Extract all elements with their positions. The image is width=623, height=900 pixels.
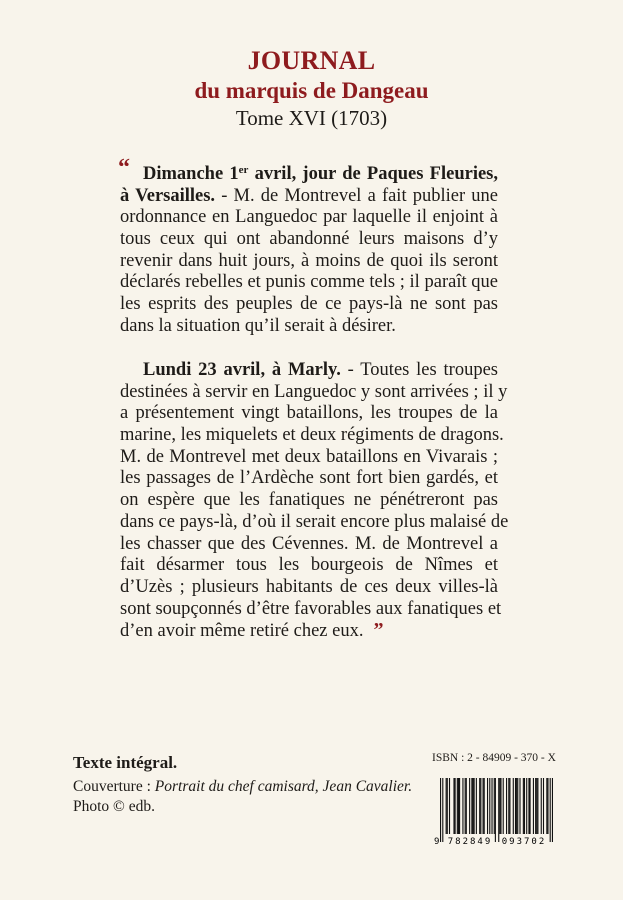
text-line [120, 468, 498, 490]
text-line [120, 620, 498, 642]
barcode-bar [491, 778, 492, 834]
barcode-bar [449, 778, 450, 834]
barcode-bar [446, 778, 447, 834]
barcode-bar [472, 778, 473, 834]
line-text: dans ce pays-là, d’où il serait encore plus malaisé de [120, 511, 509, 532]
cover-title: Portrait du chef camisard, Jean Cavalier. [154, 778, 413, 795]
barcode-bar [471, 778, 472, 834]
barcode-bar [546, 778, 547, 834]
line-text: les chasser que des Cévennes. M. de Montrevel a [120, 533, 498, 554]
barcode-bar [483, 778, 484, 834]
barcode-bar [469, 778, 470, 834]
line-text: d’Uzès ; plusieurs habitants de ces deux villes-là [120, 576, 498, 597]
barcode-bar [440, 778, 441, 842]
barcode-bar [541, 778, 542, 834]
barcode-bar [442, 778, 443, 842]
open-quote-mark: “ [118, 155, 130, 181]
close-quote-mark: ” [373, 619, 384, 642]
text-line [120, 425, 504, 447]
barcode-bar [465, 778, 466, 834]
barcode-bar [543, 778, 544, 834]
entry-heading: à Versailles. [120, 185, 216, 206]
barcode-bar [499, 778, 500, 834]
text-line [120, 316, 498, 338]
barcode-bar [498, 778, 499, 842]
text-line [120, 381, 508, 404]
barcode-bar [495, 778, 496, 842]
volume-label: Tome XVI (1703) [235, 106, 388, 130]
line-text: - M. de Montrevel a fait publier une [215, 185, 499, 206]
barcode-bar [457, 778, 458, 834]
barcode-bar [500, 778, 501, 834]
text-line [120, 555, 498, 577]
barcode-bar [503, 778, 504, 834]
barcode-bar [509, 778, 510, 834]
barcode-bar [552, 778, 553, 842]
text-line [120, 164, 498, 186]
barcode-bar [459, 778, 460, 834]
barcode-bar [447, 778, 448, 834]
barcode-bar [517, 778, 518, 834]
barcode-bar [524, 778, 525, 834]
photo-credit: Photo © edb. [73, 798, 155, 815]
line-text: ordonnance en Languedoc par laquelle il enjoint à [120, 207, 498, 228]
line-text: tous ceux qui ont abandonné leurs maisons d’y [120, 229, 498, 250]
line-text: dans la situation qu’il serait à désirer. [120, 315, 396, 336]
excerpt-paragraph-1 [118, 155, 499, 338]
entry-heading: er [238, 164, 249, 176]
barcode-bar [528, 778, 529, 834]
barcode-bar [523, 778, 524, 834]
barcode-bar [466, 778, 467, 834]
line-text: destinées à servir en Languedoc y sont arrivées ; il y [120, 381, 508, 402]
line-text: a présentement vingt bataillons, les troupes de la [120, 403, 498, 424]
line-text: les passages de l’Ardèche sont fort bien gardés, et [120, 468, 498, 489]
barcode-bar [474, 778, 475, 834]
barcode-bar [550, 778, 551, 842]
barcode-bar [494, 778, 495, 834]
text-line [120, 403, 498, 425]
barcode-bar [533, 778, 534, 834]
barcode-bar [453, 778, 454, 834]
barcode-bar [515, 778, 516, 834]
barcode [432, 774, 558, 846]
text-line [120, 229, 498, 251]
barcode-bar [519, 778, 520, 834]
barcode-bar [479, 778, 480, 834]
text-line [120, 360, 498, 382]
barcode-bar [462, 778, 463, 834]
barcode-bar [506, 778, 507, 834]
text-line [120, 447, 498, 469]
text-line [120, 207, 498, 229]
barcode-bar [547, 778, 548, 834]
barcode-bar [455, 778, 456, 834]
barcode-bar [536, 778, 537, 834]
line-text: - Toutes les troupes [340, 360, 498, 380]
barcode-bar [516, 778, 517, 834]
text-line [120, 598, 502, 621]
barcode-bar [537, 778, 538, 834]
text-line [120, 577, 498, 599]
line-text: revenir dans huit jours, à moins de quoi ils seront [120, 250, 498, 271]
text-line [120, 534, 498, 556]
barcode-bar [489, 778, 490, 834]
line-text: on espère que les fanatiques ne pénétreront pas [120, 490, 498, 511]
line-text: marine, les miquelets et deux régiments de dragons. [120, 425, 504, 446]
line-text: d’en avoir même retiré chez eux. [120, 621, 364, 642]
barcode-digits: 093702 [501, 837, 547, 846]
line-text: sont soupçonnés d’être favorables aux fanatiques et [120, 598, 502, 619]
barcode-bar [526, 778, 527, 834]
text-line [120, 251, 498, 273]
line-text: M. de Montrevel met deux bataillons en Vivarais ; [120, 446, 498, 467]
book-title: JOURNAL [247, 46, 376, 75]
line-text: déclarés rebelles et punis comme tels ; il paraît que [120, 272, 498, 293]
barcode-bar [484, 778, 485, 834]
entry-heading: Lundi 23 avril, à Marly. [143, 360, 341, 380]
barcode-bar [487, 778, 488, 834]
line-text: fait désarmer tous les bourgeois de Nîmes et [120, 555, 498, 576]
text-line [120, 294, 498, 316]
barcode-bar [513, 778, 514, 834]
text-line [120, 490, 498, 512]
barcode-bar [480, 778, 481, 834]
line-text: les esprits des peuples de ce pays-là ne sont pas [120, 294, 498, 315]
cover-credit [73, 777, 412, 817]
barcode-bar [458, 778, 459, 834]
barcode-bar [535, 778, 536, 834]
book-subtitle: du marquis de Dangeau [194, 78, 429, 103]
full-text-note: Texte intégral. [73, 753, 178, 772]
isbn: ISBN : 2 - 84909 - 370 - X [432, 752, 556, 764]
entry-heading: Dimanche 1 [143, 164, 239, 184]
entry-heading: avril, jour de Paques Fleuries, [248, 164, 498, 184]
barcode-bar [530, 778, 531, 834]
text-line [120, 272, 498, 294]
excerpt-paragraph-2 [120, 360, 509, 642]
barcode-bar [476, 778, 477, 834]
barcode-digits: 9 [434, 837, 440, 846]
barcode-digits: 782849 [447, 837, 493, 846]
text-line [120, 186, 498, 208]
cover-label: Couverture : [73, 778, 155, 795]
text-line [120, 511, 509, 534]
barcode-bar [508, 778, 509, 834]
